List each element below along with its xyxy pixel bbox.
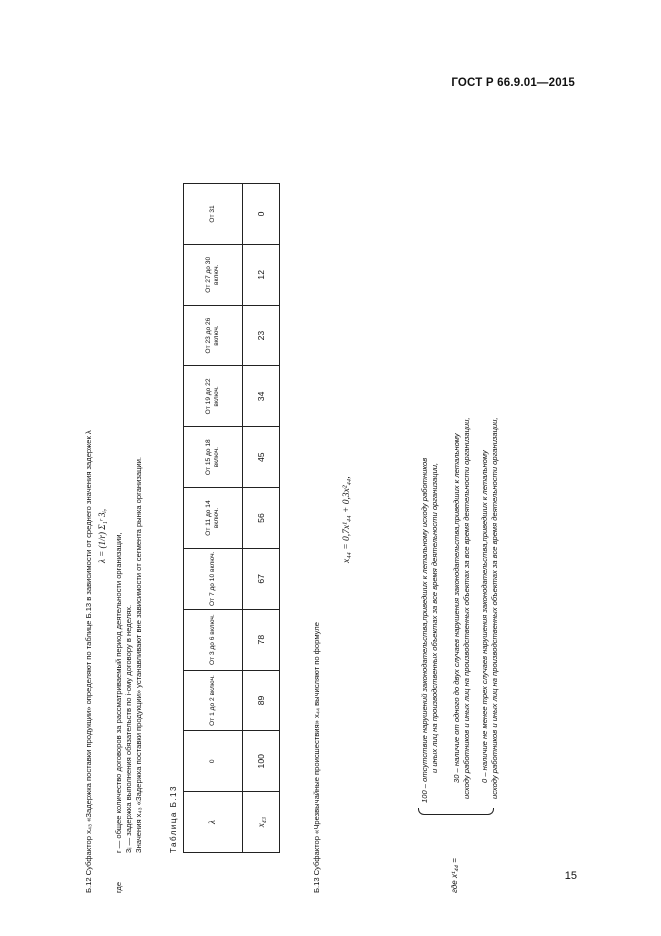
range-cell: От 11 до 14 включ. [184,488,243,549]
value-cell: 100 [243,731,280,792]
table-caption: Таблица Б.13 [169,785,178,853]
range-cell: От 19 до 22 включ. [184,366,243,427]
value-cell: 23 [243,305,280,366]
b12-formula: λ = (1/r) Σ₁ʳ 3ᵢ, [97,508,107,563]
range-cell: От 7 до 10 включ. [184,548,243,609]
row-head-lambda: λ [184,792,243,853]
case-30-line2: исходу работников и иных лиц на производственных объектах за все время деятельности организации, [462,417,471,799]
value-cell: 67 [243,548,280,609]
range-cell: От 27 до 30 включ. [184,244,243,305]
range-cell: От 3 до 6 включ. [184,609,243,670]
where-x44-label: где x¹₄₄ = [450,858,459,893]
table-row [243,184,280,853]
value-cell: 0 [243,184,280,245]
row-head-x43: x₄₃ [243,792,280,853]
page-number: 15 [564,870,577,882]
rotated-content [80,173,510,893]
case-100-line1: 100 – отсутствие нарушений законодательства,приведших к летальному исходу работников [420,457,429,803]
b13-intro: Б.13 Субфактор «Чрезвычайные происшествия» x₄₄ вычисляют по формуле [312,622,321,893]
definition-delay: 3ᵢ — задержка выполнения обязательств по i-ому договору в неделях. [124,604,133,853]
document-header: ГОСТ Р 66.9.01—2015 [451,77,575,89]
range-cell: От 15 до 18 включ. [184,427,243,488]
value-cell: 89 [243,670,280,731]
b12-note: Значения x₄₃ «Задержка поставки продукции» устанавливают вне зависимости от сегмента рынка организации. [134,456,143,853]
table-b13 [183,183,280,853]
range-cell: От 1 до 2 включ. [184,670,243,731]
case-brace [418,808,494,815]
value-cell: 78 [243,609,280,670]
case-0-line2: исходу работников и иных лиц на производственных объектах за все время деятельности организации, [490,417,499,799]
case-0-line1: 0 – наличие не менее трех случаев нарушения законодательства,приведших к летальному [480,450,489,783]
case-100-line2: и иных лиц на производственных объектах за все время деятельности организации, [430,462,439,773]
b12-intro: Б.12 Субфактор x₄₃ «Задержка поставки продукции» определяют по таблице Б.13 в зависимости от среднего значения задержек λ [84,430,93,893]
value-cell: 45 [243,427,280,488]
case-30-line1: 30 – наличие от одного до двух случаев нарушения законодательства,приведших к летальному [452,433,461,783]
value-cell: 34 [243,366,280,427]
definition-r: r — общее количество договоров за рассматриваемый период деятельности организации, [114,532,123,853]
value-cell: 12 [243,244,280,305]
where-label: где [114,881,123,893]
value-cell: 56 [243,488,280,549]
range-cell: От 23 до 26 включ. [184,305,243,366]
b13-formula: x₄₄ = 0,7x¹₄₄ + 0,3x²₄₄, [342,476,352,563]
range-cell: 0 [184,731,243,792]
range-cell: От 31 [184,184,243,245]
table-row [184,184,243,853]
